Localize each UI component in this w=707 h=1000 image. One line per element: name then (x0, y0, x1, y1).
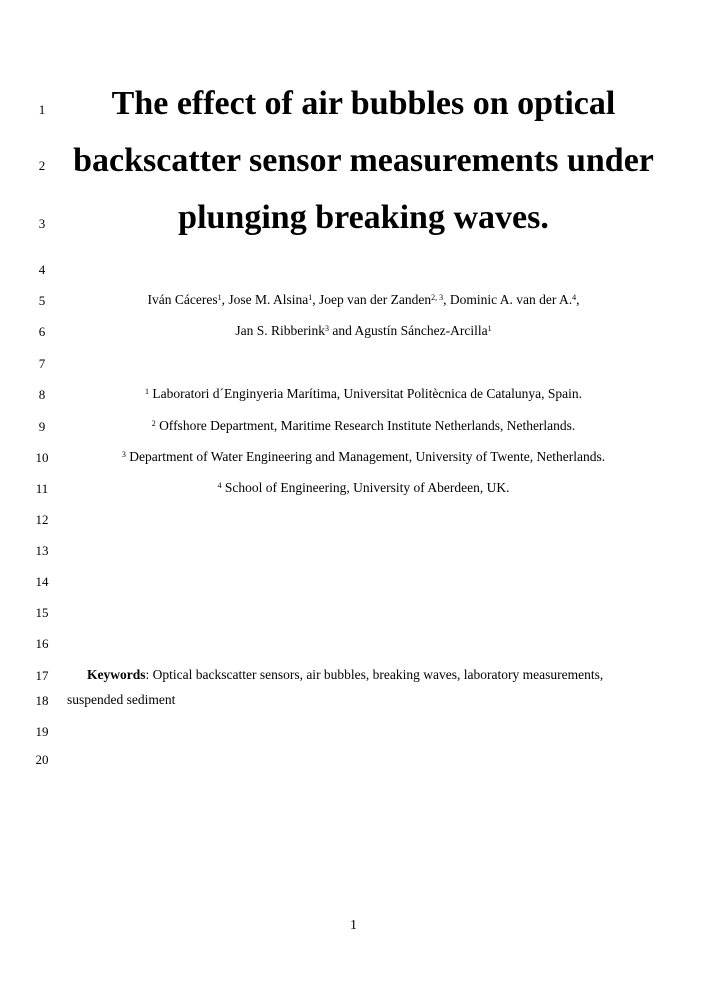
paper-title-line: backscatter sensor measurements under (73, 142, 654, 179)
paper-title-line: plunging breaking waves. (178, 199, 549, 236)
author-name: Dominic A. van der A. (449, 292, 573, 307)
author-list-line: Iván Cáceres$^1$, Jose M. Alsina$^1$, Joep van der Zanden$^{2, 3}$, Dominic A. van der A.$^4$, (147, 292, 580, 307)
keywords-line (67, 691, 643, 709)
line-number: 6 (38, 324, 46, 339)
line-number: 20 (35, 752, 49, 767)
page-number: 1 (350, 918, 357, 933)
author-name: Jose M. Alsina (228, 292, 309, 307)
line-number: 16 (35, 636, 49, 651)
author-list-line: Jan S. Ribberink$^3$ and Agustín Sánchez-Arcilla$^1$ (235, 323, 492, 338)
author-name: Iván Cáceres (147, 292, 218, 307)
affiliation (60, 448, 667, 466)
author-affiliation-marker: 1 (308, 293, 313, 302)
line-number: 7 (38, 356, 46, 371)
affiliation-number: 1 (145, 387, 149, 396)
line-number: 11 (35, 481, 49, 496)
line-number: 2 (38, 158, 46, 173)
line-number: 9 (38, 419, 46, 434)
author-affiliation-marker: 3 (325, 324, 330, 333)
line-number: 18 (35, 693, 49, 708)
affiliation (60, 385, 667, 403)
line-number: 13 (35, 543, 49, 558)
line-number: 5 (38, 293, 46, 308)
author-name: Joep van der Zanden (319, 292, 432, 307)
affiliation (60, 417, 667, 435)
affiliation-text: School of Engineering, University of Aberdeen, UK. (221, 480, 510, 495)
affiliation-text: Laboratori d´Enginyeria Marítima, Universitat Politècnica de Catalunya, Spain. (149, 386, 582, 401)
author-name: Jan S. Ribberink (235, 323, 326, 338)
affiliation-number: 4 (217, 481, 222, 490)
keywords-text: suspended sediment (67, 692, 176, 707)
keywords-line (67, 666, 663, 684)
keywords-label: Keywords (87, 667, 146, 682)
affiliation (60, 479, 667, 497)
line-number: 4 (38, 262, 46, 277)
author-affiliation-marker: 4 (572, 293, 577, 302)
author-affiliation-marker: 1 (487, 324, 492, 333)
line-number: 1 (38, 102, 46, 117)
line-number: 12 (35, 512, 49, 527)
line-number: 10 (35, 450, 49, 465)
line-number: 17 (35, 668, 49, 683)
affiliation-number: 3 (121, 450, 126, 459)
line-number: 15 (35, 605, 49, 620)
author-affiliation-marker: 1 (217, 293, 222, 302)
affiliation-number: 2 (151, 419, 156, 428)
author-name: Agustín Sánchez-Arcilla (354, 323, 488, 338)
line-number: 14 (35, 574, 49, 589)
line-number: 19 (35, 724, 49, 739)
line-number: 3 (38, 216, 46, 231)
paper-title-line: The effect of air bubbles on optical (111, 85, 616, 122)
author-affiliation-marker: 2, 3 (431, 293, 444, 302)
keywords-text: : Optical backscatter sensors, air bubbles, breaking waves, laboratory measurements, (145, 667, 604, 682)
affiliation-text: Department of Water Engineering and Management, University of Twente, Netherlands. (125, 449, 606, 464)
affiliation-text: Offshore Department, Maritime Research Institute Netherlands, Netherlands. (155, 418, 576, 433)
line-number: 8 (38, 387, 46, 402)
